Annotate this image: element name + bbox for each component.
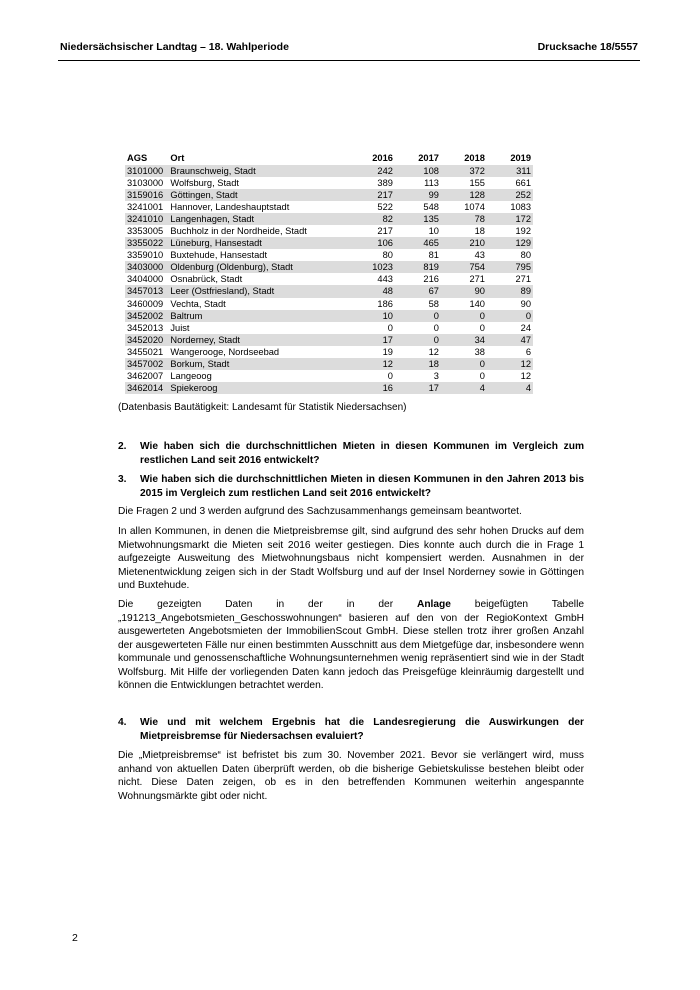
- cell-2016: 1023: [349, 261, 395, 273]
- cell-2018: 210: [441, 237, 487, 249]
- cell-ort: Borkum, Stadt: [168, 358, 349, 370]
- question-number: 3.: [118, 474, 127, 485]
- cell-2016: 242: [349, 165, 395, 177]
- cell-ags: 3241010: [125, 213, 168, 225]
- column-header-2018: 2018: [464, 153, 485, 163]
- construction-table: [125, 152, 533, 394]
- answer-paragraph-2: In allen Kommunen, in denen die Mietpreisbremse gilt, sind aufgrund des sehr hohen Drucks auf dem Mietwohnungsmarkt die Mieten seit 2016 weiter gestiegen. Dies konnte auch durch die in Frage 1 aufgezeigte Ausweitung des Mietwohnungsbaus nicht kompensiert werden. Ausnahmen in der Mietenentwicklung zeigen sich in der Stadt Wolfsburg und auf der Insel Norderney sowie in Göttingen und Buxtehude.: [118, 526, 584, 591]
- column-header-ags: AGS: [127, 153, 148, 163]
- cell-ort: Buxtehude, Hansestadt: [170, 250, 268, 261]
- question-3: [118, 473, 584, 500]
- cell-2016: 0: [387, 370, 393, 381]
- cell-2016: 82: [349, 213, 395, 225]
- question-4: [118, 716, 584, 743]
- table-row: [125, 213, 533, 225]
- cell-2017: 81: [428, 250, 439, 261]
- answer-paragraph-3: [118, 598, 584, 693]
- cell-ort: Juist: [170, 322, 190, 333]
- table-row: [125, 165, 533, 177]
- question-text: Wie und mit welchem Ergebnis hat die Landesregierung die Auswirkungen der Mietpreisbremse für Niedersachsen evaluiert?: [140, 717, 584, 742]
- table-row: [125, 322, 533, 334]
- table-row: [125, 285, 533, 297]
- cell-ags: 3460009: [127, 298, 164, 309]
- cell-ags: 3462007: [127, 370, 164, 381]
- cell-2017: 0: [433, 322, 439, 333]
- table-row: [125, 225, 533, 237]
- cell-2016: 106: [349, 237, 395, 249]
- cell-ort: Wolfsburg, Stadt: [170, 178, 239, 189]
- cell-2017: 12: [428, 346, 439, 357]
- header-divider: [58, 60, 640, 61]
- cell-ags: 3452013: [127, 322, 164, 333]
- document-number: Drucksache 18/5557: [537, 41, 638, 53]
- cell-2019: 47: [487, 334, 533, 346]
- cell-ags: 3103000: [127, 178, 164, 189]
- cell-2018: 34: [441, 334, 487, 346]
- column-header-ort: Ort: [170, 153, 185, 163]
- cell-ort: Lüneburg, Hansestadt: [168, 237, 349, 249]
- cell-2019: 129: [487, 237, 533, 249]
- cell-2019: 4: [487, 382, 533, 394]
- cell-2016: 0: [387, 322, 393, 333]
- cell-ags: 3452020: [125, 334, 168, 346]
- cell-2019: 6: [525, 346, 531, 357]
- cell-2018: 1074: [464, 202, 485, 213]
- column-header-2016: 2016: [372, 153, 393, 163]
- cell-ags: 3457013: [125, 285, 168, 297]
- cell-2017: 0: [395, 334, 441, 346]
- table-header-row: [125, 152, 533, 165]
- table-row: [125, 334, 533, 346]
- cell-2017: 3: [433, 370, 439, 381]
- question-text: Wie haben sich die durchschnittlichen Mieten in diesen Kommunen im Vergleich zum restlichen Land seit 2016 entwickelt?: [140, 441, 584, 466]
- cell-2018: 271: [469, 274, 485, 285]
- cell-ort: Langeoog: [170, 370, 212, 381]
- cell-ort: Oldenburg (Oldenburg), Stadt: [168, 261, 349, 273]
- cell-ort: Vechta, Stadt: [170, 298, 226, 309]
- cell-2018: 0: [479, 322, 485, 333]
- cell-ort: Göttingen, Stadt: [168, 189, 349, 201]
- page-header: [60, 41, 638, 53]
- answer-paragraph-4: Die „Mietpreisbremse“ ist befristet bis zum 30. November 2021. Bevor sie verlängert wird, muss anhand von aktuellen Daten überprüft werden, ob die bisherige Gebietskulisse bestehen bleibt oder nicht. Diese Daten zeigen, ob es in den betreffenden Kommunen weiterhin angespannte Wohnungsmärkte gibt oder nicht.: [118, 750, 584, 802]
- table-row: [125, 273, 533, 285]
- table-row: [125, 370, 533, 382]
- cell-ags: 3403000: [125, 261, 168, 273]
- cell-2019: 12: [520, 370, 531, 381]
- question-text: Wie haben sich die durchschnittlichen Mieten in diesen Kommunen in den Jahren 2013 bis 2015 im Vergleich zum restlichen Land seit 2016 entwickelt?: [140, 474, 584, 499]
- cell-2019: 271: [515, 274, 531, 285]
- cell-2019: 80: [520, 250, 531, 261]
- question-2: [118, 440, 584, 467]
- cell-2018: 140: [469, 298, 485, 309]
- cell-2018: 0: [441, 358, 487, 370]
- cell-ags: 3462014: [125, 382, 168, 394]
- paragraph-text: Die gezeigten Daten in der in der: [118, 599, 417, 610]
- cell-2017: 548: [423, 202, 439, 213]
- cell-2017: 216: [423, 274, 439, 285]
- header-title: Niedersächsischer Landtag – 18. Wahlperiode: [60, 41, 289, 53]
- cell-2018: 38: [474, 346, 485, 357]
- cell-2016: 217: [377, 226, 393, 237]
- cell-2018: 4: [441, 382, 487, 394]
- table-row: [125, 189, 533, 201]
- cell-2019: 0: [487, 310, 533, 322]
- cell-ort: Braunschweig, Stadt: [168, 165, 349, 177]
- cell-2019: 89: [487, 285, 533, 297]
- cell-2019: 795: [487, 261, 533, 273]
- answer-paragraph-1: Die Fragen 2 und 3 werden aufgrund des Sachzusammenhangs gemeinsam beantwortet.: [118, 506, 522, 517]
- table-row: [125, 201, 533, 213]
- cell-ags: 3355022: [125, 237, 168, 249]
- cell-2016: 443: [377, 274, 393, 285]
- question-number: 2.: [118, 441, 127, 452]
- cell-ags: 3457002: [125, 358, 168, 370]
- cell-2019: 192: [515, 226, 531, 237]
- cell-2017: 819: [395, 261, 441, 273]
- cell-2016: 48: [349, 285, 395, 297]
- cell-2016: 10: [349, 310, 395, 322]
- cell-ags: 3101000: [125, 165, 168, 177]
- cell-2018: 155: [469, 178, 485, 189]
- cell-ags: 3452002: [125, 310, 168, 322]
- cell-2017: 0: [395, 310, 441, 322]
- cell-2017: 113: [424, 178, 439, 189]
- cell-2016: 17: [349, 334, 395, 346]
- table-row: [125, 237, 533, 249]
- attachment-label: Anlage: [416, 599, 451, 610]
- cell-2017: 17: [395, 382, 441, 394]
- table-row: [125, 249, 533, 261]
- cell-2019: 1083: [510, 202, 531, 213]
- page-number: 2: [72, 932, 78, 944]
- table-row: [125, 382, 533, 394]
- cell-ort: Leer (Ostfriesland), Stadt: [168, 285, 349, 297]
- cell-2019: 12: [487, 358, 533, 370]
- cell-2019: 311: [487, 165, 533, 177]
- cell-2017: 99: [395, 189, 441, 201]
- cell-ags: 3241001: [127, 202, 164, 213]
- table-row: [125, 298, 533, 310]
- cell-ags: 3353005: [127, 226, 164, 237]
- cell-2018: 754: [441, 261, 487, 273]
- cell-2018: 18: [474, 226, 485, 237]
- cell-ort: Baltrum: [168, 310, 349, 322]
- column-header-2017: 2017: [418, 153, 439, 163]
- cell-ort: Hannover, Landeshauptstadt: [170, 202, 290, 213]
- question-number: 4.: [118, 717, 127, 728]
- cell-2016: 389: [377, 178, 393, 189]
- cell-2016: 80: [382, 250, 393, 261]
- cell-2018: 78: [441, 213, 487, 225]
- table-row: [125, 261, 533, 273]
- cell-2018: 90: [441, 285, 487, 297]
- cell-ags: 3404000: [127, 274, 164, 285]
- cell-2017: 67: [395, 285, 441, 297]
- cell-ort: Buchholz in der Nordheide, Stadt: [170, 226, 307, 237]
- table-row: [125, 358, 533, 370]
- cell-ort: Wangerooge, Nordseebad: [170, 346, 280, 357]
- cell-2017: 465: [395, 237, 441, 249]
- cell-2018: 0: [479, 370, 485, 381]
- cell-2016: 186: [377, 298, 393, 309]
- cell-2016: 217: [349, 189, 395, 201]
- paragraph-text: beigefügten Tabelle „191213_Angebotsmieten_Geschosswohnungen“ basieren auf den von der RegioKontext GmbH ausgewerteten Angebotsmieten der ImmobilienScout GmbH. Diese stellen trotz ihrer großen Anzahl der ausgewerteten Fälle nur einen bestimmten Ausschnitt aus dem Mietgefüge dar, insbesondere wenn kommunale und genossenschaftliche Wohnungsunternehmen wenig repräsentiert sind wie in der Stadt Wolfsburg. Mit Hilfe der vorliegenden Daten kann jedoch das Preisgefüge kleinräumig dargestellt und können die Entwicklungen betrachtet werden.: [118, 599, 584, 691]
- cell-2019: 24: [520, 322, 531, 333]
- cell-2016: 522: [377, 202, 393, 213]
- cell-ort: Spiekeroog: [168, 382, 349, 394]
- cell-2019: 172: [487, 213, 533, 225]
- cell-ags: 3159016: [125, 189, 168, 201]
- cell-ags: 3359010: [127, 250, 164, 261]
- cell-2017: 135: [395, 213, 441, 225]
- table-row: [125, 346, 533, 358]
- cell-2016: 12: [349, 358, 395, 370]
- table-row: [125, 177, 533, 189]
- cell-ags: 3455021: [127, 346, 164, 357]
- table-row: [125, 310, 533, 322]
- cell-2019: 90: [520, 298, 531, 309]
- cell-2018: 128: [441, 189, 487, 201]
- cell-ort: Langenhagen, Stadt: [168, 213, 349, 225]
- cell-2018: 43: [474, 250, 485, 261]
- cell-2016: 19: [382, 346, 393, 357]
- cell-2019: 661: [515, 178, 531, 189]
- cell-ort: Norderney, Stadt: [168, 334, 349, 346]
- cell-2017: 58: [428, 298, 439, 309]
- cell-2019: 252: [487, 189, 533, 201]
- cell-2017: 18: [395, 358, 441, 370]
- column-header-2019: 2019: [510, 153, 531, 163]
- table-body: [125, 165, 533, 394]
- data-source-note: (Datenbasis Bautätigkeit: Landesamt für Statistik Niedersachsen): [118, 402, 407, 413]
- cell-2016: 16: [349, 382, 395, 394]
- cell-2018: 0: [441, 310, 487, 322]
- cell-ort: Osnabrück, Stadt: [170, 274, 243, 285]
- cell-2017: 108: [395, 165, 441, 177]
- cell-2017: 10: [428, 226, 439, 237]
- cell-2018: 372: [441, 165, 487, 177]
